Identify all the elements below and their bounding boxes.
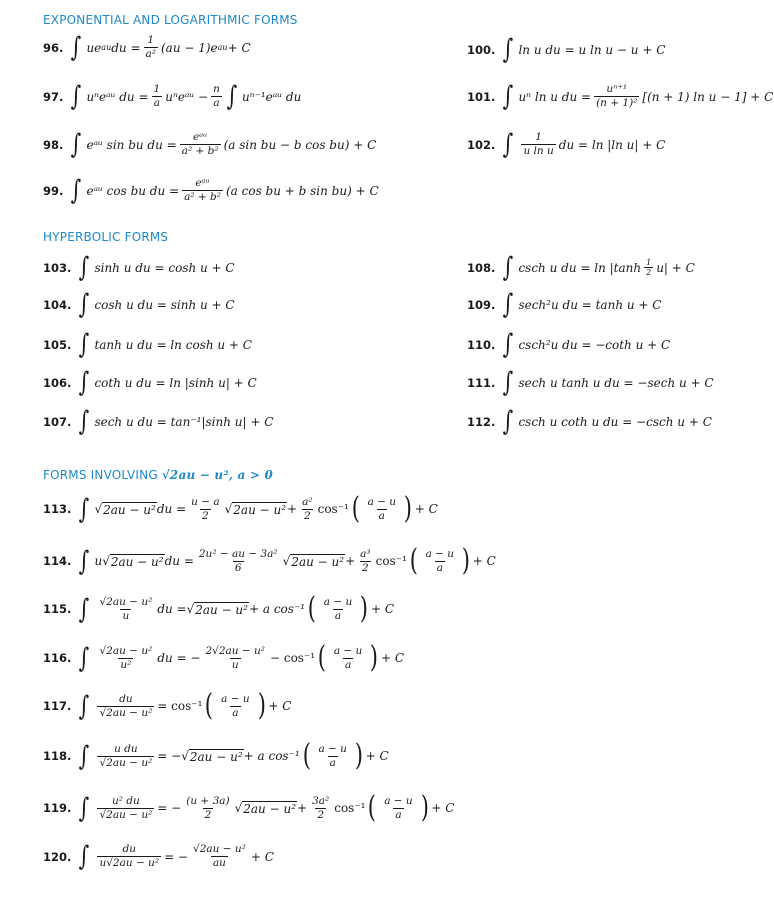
fraction-numerator: uⁿ⁺¹: [606, 83, 628, 95]
formula-exponent: au: [101, 43, 112, 52]
formula-number: 98.: [43, 137, 64, 152]
fraction-denominator: a: [213, 97, 220, 109]
formula-fraction: [97, 596, 154, 623]
fraction-numerator: du: [119, 692, 133, 705]
fraction-denominator: a: [232, 706, 239, 719]
section-header-involving-prefix: FORMS INVOLVING: [43, 468, 158, 482]
formula-number: 112.: [467, 414, 496, 429]
integral-sign: ∫: [79, 367, 90, 398]
formula-exponent: au: [217, 43, 228, 52]
formula-number: 114.: [43, 554, 72, 568]
formula-term: + C: [227, 40, 251, 55]
fraction-denominator: 2: [204, 808, 212, 821]
formula-term: uⁿ ln u du =: [518, 89, 592, 104]
formula-number: 101.: [467, 89, 496, 104]
formula-number: 113.: [43, 502, 72, 516]
formula-114: 114. ∫ u √ 2au − u² du = $\frac{\text{2u² − au − 3a²}}{6}$ √ 2au − u² + $\frac{\text{a³}}{2}$ cos⁻¹ ( $\frac{a - u}{a}$ ) + C: [43, 543, 496, 578]
formula-102: [467, 131, 665, 158]
fraction-denominator: (n + 1)²: [596, 97, 638, 109]
formula-fraction: [97, 743, 154, 770]
formula-fraction: [300, 496, 314, 523]
formula-119: 119. ∫ $\frac{\text{u² du}}{\text{√2au − u²}}$ = − $\frac{(u + 3a)}{2}$ √ 2au − u² + $\frac{\text{3a²}}{2}$ cos⁻¹ ( $\frac{a - u}{a}$ ) + C: [43, 790, 455, 825]
radicand: 2au − u²: [189, 749, 243, 764]
formula-term: cos⁻¹: [317, 502, 349, 516]
formula-term: = −: [164, 849, 188, 864]
formula-112: [467, 408, 712, 435]
formula-number: 107.: [43, 414, 72, 429]
fraction-numerator: u du: [114, 742, 138, 755]
formula-fraction: [424, 548, 457, 575]
fraction-numerator: u² du: [111, 794, 140, 807]
formula-term: + C: [268, 699, 292, 713]
formula-term: = cos⁻¹: [157, 699, 203, 713]
section-header-hyperbolic: HYPERBOLIC FORMS: [43, 230, 169, 244]
radicand: 2au − u²: [291, 554, 345, 569]
fraction-denominator: 2: [304, 509, 311, 522]
formula-number: 106.: [43, 375, 72, 390]
formula-fraction: [644, 258, 653, 277]
formula-term: du = −: [157, 651, 201, 665]
formula-term: du =: [111, 40, 141, 55]
formula-term: u| + C: [656, 260, 695, 275]
integral-sign: ∫: [503, 252, 514, 283]
section-header-exponential: EXPONENTIAL AND LOGARITHMIC FORMS: [43, 13, 298, 27]
fraction-denominator: √2au − u²: [99, 706, 153, 719]
formula-number: 104.: [43, 297, 72, 312]
radicand: 2au − u²: [110, 554, 164, 569]
fraction-denominator: √2au − u²: [99, 756, 153, 769]
formula-term: (a sin bu − b cos bu) + C: [223, 137, 377, 152]
formula-101: [467, 83, 773, 110]
formula-term: cos⁻¹: [375, 554, 407, 568]
integral-sign: ∫: [79, 642, 90, 674]
formula-number: 120.: [43, 849, 72, 864]
fraction-numerator: a − u: [384, 794, 413, 807]
fraction-numerator: √2au − u²: [193, 843, 246, 855]
fraction-denominator: u: [231, 658, 239, 671]
formula-fraction: [184, 795, 231, 822]
formula-term: ln u du = u ln u − u + C: [518, 42, 666, 57]
fraction-numerator: 1: [535, 131, 542, 143]
formula-104: [43, 291, 235, 318]
fraction-numerator: a − u: [318, 742, 347, 755]
formula-term: eᵃᵘ sin bu du =: [86, 137, 177, 152]
formula-term: cos⁻¹: [334, 801, 366, 815]
formula-fraction: [521, 131, 555, 158]
fraction-numerator: (u + 3a): [186, 794, 230, 807]
formula-term: cosh u du = sinh u + C: [94, 297, 235, 312]
fraction-numerator: 1: [153, 83, 161, 95]
fraction-numerator: a − u: [333, 644, 363, 657]
fraction-numerator: a²: [302, 495, 313, 508]
formula-98: [43, 131, 376, 158]
formula-103: [43, 254, 235, 281]
formula-fraction: [366, 496, 399, 523]
formula-number: 119.: [43, 801, 72, 815]
formula-117: 117. ∫ $\frac{du}{\text{√2au − u²}}$ = cos⁻¹ ( $\frac{a - u}{a}$ ) + C: [43, 688, 292, 723]
fraction-denominator: a: [329, 756, 336, 769]
formula-fraction: [97, 693, 154, 720]
formula-number: 115.: [43, 602, 72, 616]
fraction-numerator: √2au − u²: [99, 595, 153, 608]
formula-113: 113. ∫ √ 2au − u² du = $\frac{u - a}{2}$ √ 2au − u² + $\frac{\text{a²}}{2}$ cos⁻¹ ( $\frac{a - u}{a}$ ) + C: [43, 491, 438, 526]
formula-term: +: [297, 801, 308, 815]
formula-term: sech u du = tan⁻¹|sinh u| + C: [94, 414, 274, 429]
fraction-denominator: u ln u: [523, 145, 554, 157]
radicand: 2au − u²: [233, 502, 287, 517]
integral-sign: ∫: [71, 129, 82, 160]
formula-number: 109.: [467, 297, 496, 312]
formula-term: + C: [365, 749, 389, 763]
formula-term: csch u du = ln |tanh: [518, 260, 642, 275]
fraction-denominator: a² + b²: [184, 191, 221, 203]
formula-number: 100.: [467, 42, 496, 57]
fraction-denominator: 2: [202, 509, 209, 522]
formula-term: eᵃᵘ cos bu du =: [86, 183, 180, 198]
formula-term: = −: [157, 749, 182, 763]
formula-number: 102.: [467, 137, 496, 152]
fraction-denominator: a: [395, 808, 402, 821]
formula-term: csch²u du = −coth u + C: [518, 337, 671, 352]
formula-term: + a cos⁻¹: [243, 749, 300, 763]
formula-fraction: [203, 645, 267, 672]
integral-sign: ∫: [503, 406, 514, 437]
formula-fraction: [316, 743, 349, 770]
fraction-numerator: a − u: [367, 495, 397, 508]
fraction-numerator: a − u: [323, 595, 353, 608]
formula-106: [43, 369, 257, 396]
formula-number: 108.: [467, 260, 496, 275]
formula-number: 99.: [43, 183, 64, 198]
formula-100: [467, 36, 665, 63]
integral-sign: ∫: [79, 593, 90, 625]
integral-sign: ∫: [79, 690, 90, 722]
integral-sign: ∫: [79, 329, 90, 360]
integral-sign: ∫: [79, 545, 90, 577]
formula-number: 103.: [43, 260, 72, 275]
fraction-denominator: a: [334, 609, 342, 622]
fraction-numerator: a − u: [221, 692, 250, 705]
integral-sign: ∫: [503, 367, 514, 398]
formula-108: [467, 254, 695, 281]
radicand: 2au − u²: [103, 502, 156, 517]
fraction-numerator: 3a²: [312, 794, 330, 807]
fraction-denominator: 6: [234, 561, 242, 574]
integral-sign: ∫: [503, 81, 514, 112]
formula-number: 110.: [467, 337, 496, 352]
formula-fraction: [97, 645, 154, 672]
formula-fraction: [189, 496, 222, 523]
integral-sign: ∫: [71, 32, 82, 63]
fraction-numerator: a³: [360, 547, 371, 560]
integral-sign: ∫: [79, 493, 90, 525]
radicand: 2au − u²: [195, 602, 248, 617]
fraction-denominator: u√2au − u²: [99, 857, 160, 869]
integral-sign: ∫: [71, 81, 82, 112]
fraction-numerator: 2u² − au − 3a²: [198, 547, 278, 560]
formula-fraction: [97, 795, 154, 822]
formula-term: + C: [250, 849, 274, 864]
fraction-denominator: au: [212, 857, 226, 869]
formula-term: + C: [431, 801, 455, 815]
integral-sign: ∫: [79, 252, 90, 283]
formula-term: uⁿeᵃᵘ du =: [86, 89, 149, 104]
formula-118: 118. ∫ $\frac{\text{u du}}{\text{√2au − u²}}$ = − √ 2au − u² + a cos⁻¹ ( $\frac{a - u}{a}$ ) + C: [43, 738, 389, 773]
section-header-involving-math: √2au − u², a > 0: [161, 468, 274, 482]
formula-term: u: [94, 554, 103, 568]
fraction-denominator: a² + b²: [181, 145, 219, 157]
formula-term: + a cos⁻¹: [248, 602, 306, 616]
integral-sign: ∫: [79, 792, 90, 824]
formula-term: +: [287, 502, 298, 516]
integral-sign: ∫: [503, 34, 514, 65]
formula-term: = −: [157, 801, 182, 815]
formula-fraction: [382, 795, 415, 822]
formula-term: csch u coth u du = −csch u + C: [518, 414, 712, 429]
formula-96: [43, 34, 251, 61]
formula-107: [43, 408, 273, 435]
formula-number: 105.: [43, 337, 72, 352]
formula-fraction: [332, 645, 365, 672]
fraction-numerator: eᵃᵘ: [192, 131, 208, 143]
formula-term: − cos⁻¹: [269, 651, 316, 665]
fraction-denominator: 2: [317, 808, 324, 821]
formula-116: 116. ∫ $\frac{\text{√2au − u²}}{\text{u²}}$ du = − $\frac{\text{2√2au − u²}}{u}$ − cos⁻¹ ( $\frac{a - u}{a}$ ) + C: [43, 640, 405, 675]
formula-term: +: [345, 554, 356, 568]
formula-number: 111.: [467, 375, 496, 390]
formula-term: du =: [156, 502, 187, 516]
formula-term: (au − 1)e: [160, 40, 218, 55]
radicand: 2au − u²: [243, 801, 297, 816]
formula-term: + C: [414, 502, 438, 516]
formula-fraction: [211, 83, 222, 110]
integral-sign: ∫: [503, 329, 514, 360]
formula-term: [(n + 1) ln u − 1] + C: [642, 89, 774, 104]
formula-term: (a cos bu + b sin bu) + C: [225, 183, 379, 198]
fraction-denominator: 2: [362, 561, 369, 574]
integral-sign: ∫: [503, 129, 514, 160]
formula-105: [43, 331, 252, 358]
formula-fraction: [180, 131, 221, 158]
formula-term: sech u tanh u du = −sech u + C: [518, 375, 714, 390]
fraction-denominator: a: [153, 97, 161, 109]
fraction-denominator: √2au − u²: [99, 808, 153, 821]
formula-109: [467, 291, 661, 318]
fraction-numerator: n: [213, 83, 220, 95]
fraction-denominator: u²: [120, 658, 132, 671]
formula-110: [467, 331, 670, 358]
formula-fraction: [144, 34, 158, 61]
formula-number: 118.: [43, 749, 72, 763]
integral-sign: ∫: [79, 406, 90, 437]
formula-term: uⁿ⁻¹eᵃᵘ du: [241, 89, 302, 104]
integral-sign: ∫: [79, 841, 90, 872]
integral-sign: ∫: [503, 289, 514, 320]
formula-111: [467, 369, 714, 396]
integral-sign: ∫: [79, 740, 90, 772]
integral-sign: ∫: [71, 175, 82, 206]
formula-term: + C: [381, 651, 405, 665]
formula-term: du = ln |ln u| + C: [558, 137, 666, 152]
section-header-involving: [43, 468, 273, 482]
formula-fraction: [594, 83, 639, 110]
formula-term: + C: [472, 554, 496, 568]
formula-120: [43, 843, 274, 870]
formula-term: du =: [157, 602, 187, 616]
fraction-numerator: u − a: [191, 495, 220, 508]
fraction-numerator: du: [122, 843, 136, 855]
formula-term: sinh u du = cosh u + C: [94, 260, 235, 275]
integral-sign: ∫: [79, 289, 90, 320]
formula-term: tanh u du = ln cosh u + C: [94, 337, 252, 352]
fraction-numerator: 2√2au − u²: [205, 644, 265, 657]
formula-115: 115. ∫ $\frac{\text{√2au − u²}}{u}$ du = √ 2au − u² + a cos⁻¹ ( $\frac{a - u}{a}$ ) + C: [43, 591, 395, 626]
formula-number: 117.: [43, 699, 72, 713]
fraction-denominator: 2: [646, 268, 652, 277]
formula-fraction: [152, 83, 163, 110]
formula-term: uⁿeᵃᵘ −: [165, 89, 209, 104]
fraction-numerator: eᵃᵘ: [195, 177, 210, 189]
formula-number: 116.: [43, 651, 72, 665]
integral-sign: ∫: [226, 81, 238, 112]
formula-fraction: [310, 795, 331, 822]
formula-fraction: [219, 693, 252, 720]
fraction-denominator: a: [436, 561, 443, 574]
fraction-denominator: a: [344, 658, 352, 671]
formula-fraction: [182, 177, 223, 204]
formula-fraction: [97, 843, 161, 870]
fraction-denominator: u: [122, 609, 130, 622]
formula-fraction: [322, 596, 355, 623]
fraction-numerator: a − u: [425, 547, 455, 560]
formula-term: coth u du = ln |sinh u| + C: [94, 375, 257, 390]
fraction-numerator: √2au − u²: [99, 644, 153, 657]
formula-number: 97.: [43, 89, 64, 104]
formula-term: ue: [86, 40, 102, 55]
fraction-denominator: a²: [145, 48, 156, 60]
fraction-numerator: 1: [646, 258, 652, 267]
formula-number: 96.: [43, 40, 64, 55]
formula-term: du =: [164, 554, 194, 568]
formula-fraction: [191, 843, 248, 870]
formula-97: [43, 83, 301, 110]
fraction-numerator: 1: [147, 34, 155, 46]
formula-term: + C: [371, 602, 395, 616]
formula-99: [43, 177, 379, 204]
fraction-denominator: a: [378, 509, 385, 522]
formula-fraction: [358, 548, 372, 575]
formula-fraction: [197, 548, 280, 575]
formula-term: sech²u du = tanh u + C: [518, 297, 662, 312]
